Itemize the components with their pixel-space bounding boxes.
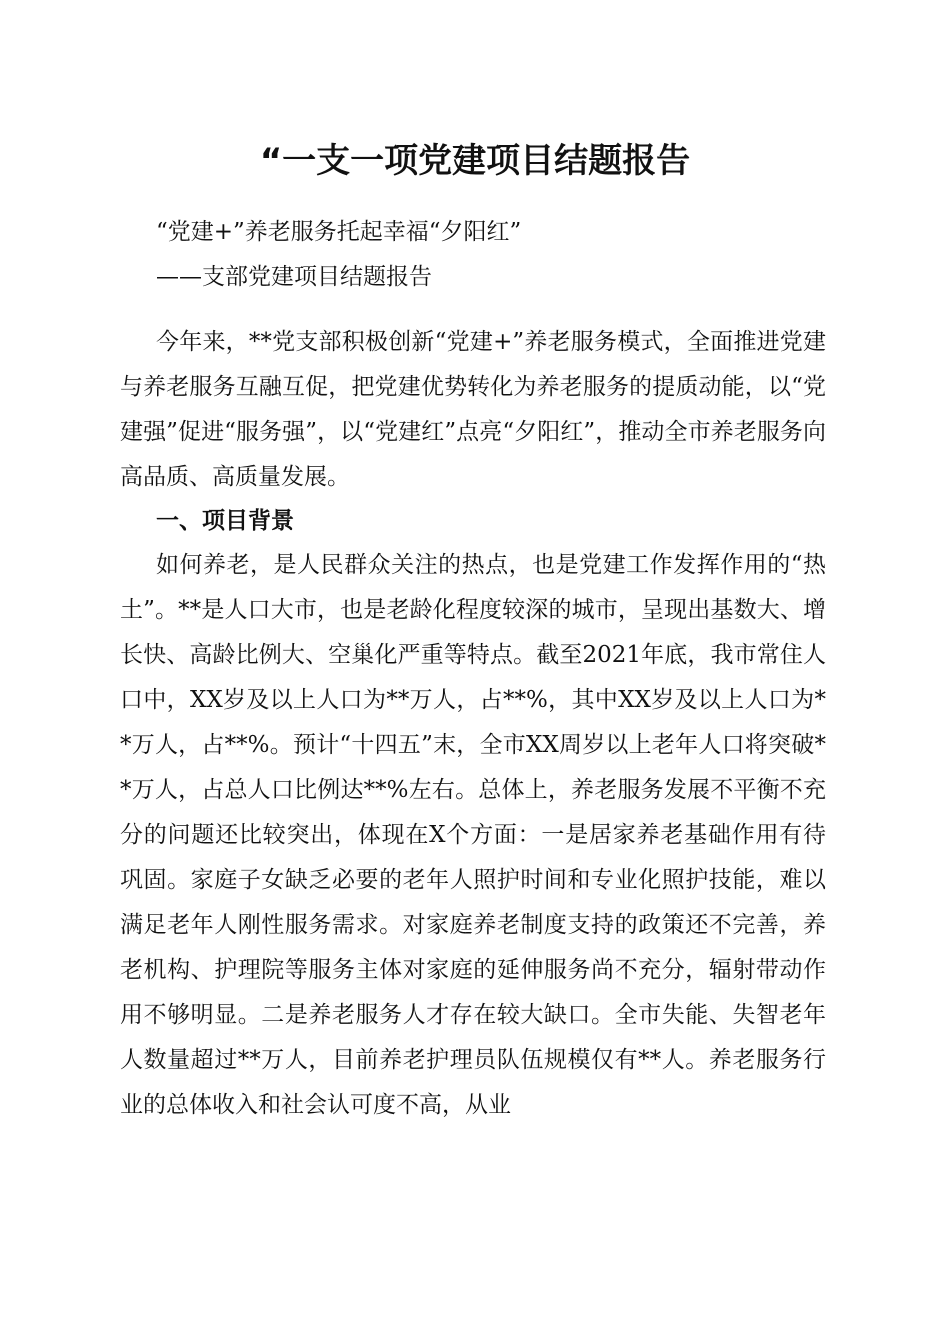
document-subtitle-dash: ——支部党建项目结题报告 bbox=[156, 264, 432, 290]
document-title: “一支一项党建项目结题报告 bbox=[259, 141, 691, 181]
intro-paragraph: 今年来，**党支部积极创新“党建+”养老服务模式，全面推进党建与养老服务互融互促，把党建优势转化为养老服务的提质动能，以“党建强”促进“服务强”，以“党建红”点亮“夕阳红”，推动全市养老服务向高品质、高质量发展。 bbox=[120, 329, 826, 490]
section-heading: 一、项目背景 bbox=[156, 508, 294, 534]
background-paragraph: 如何养老，是人民群众关注的热点，也是党建工作发挥作用的“热土”。**是人口大市，也是老龄化程度较深的城市，呈现出基数大、增长快、高龄比例大、空巢化严重等特点。截至2021年底，我市常住人口中，XX岁及以上人口为**万人，占**%，其中XX岁及以上人口为**万人，占**%。预计“十四五”末，全市XX周岁以上老年人口将突破**万人，占总人口比例达**%左右。总体上，养老服务发展不平衡不充分的问题还比较突出，体现在X个方面：一是居家养老基础作用有待巩固。家庭子女缺乏必要的老年人照护时间和专业化照护技能，难以满足老年人刚性服务需求。对家庭养老制度支持的政策还不完善，养老机构、护理院等服务主体对家庭的延伸服务尚不充分，辐射带动作用不够明显。二是养老服务人才存在较大缺口。全市失能、失智老年人数量超过**万人，目前养老护理员队伍规模仅有**人。养老服务行业的总体收入和社会认可度不高，从业 bbox=[120, 552, 826, 1118]
document-subtitle: “党建+”养老服务托起幸福“夕阳红” bbox=[156, 219, 522, 245]
